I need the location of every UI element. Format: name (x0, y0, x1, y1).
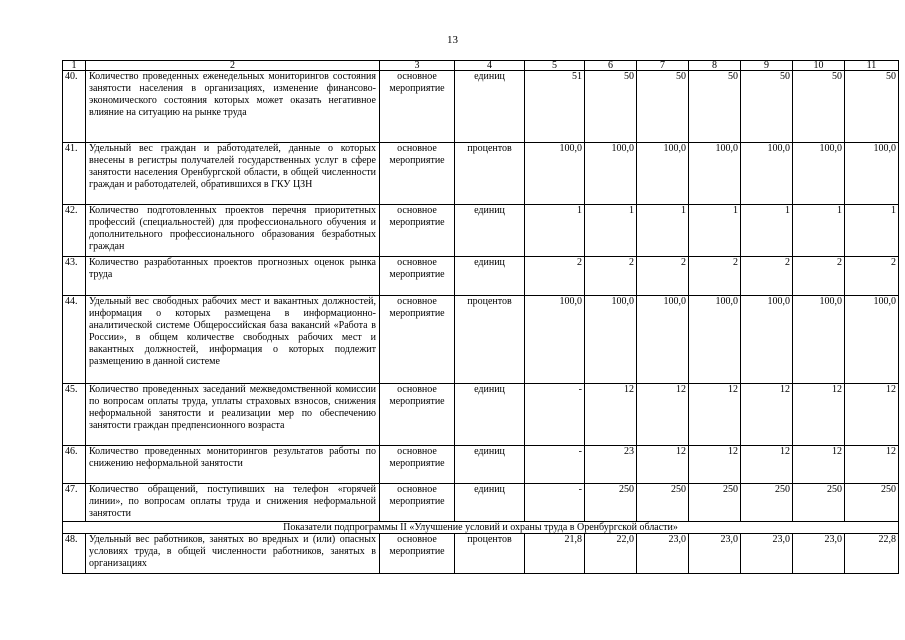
unit-of-measure: процентов (455, 296, 525, 384)
indicator-value: 23,0 (637, 534, 689, 574)
indicator-value: 12 (793, 446, 845, 484)
measure-type: основное мероприятие (380, 143, 455, 205)
indicator-value: - (525, 384, 585, 446)
indicator-value: 100,0 (741, 296, 793, 384)
indicator-value: 1 (741, 205, 793, 257)
indicator-value: 100,0 (845, 296, 899, 384)
indicator-name: Количество обращений, поступивших на телефон «горячей линии», по вопросам оплаты труда и снижения неформальной занятости (86, 484, 380, 522)
indicator-value: 12 (741, 384, 793, 446)
indicator-value: 50 (741, 71, 793, 143)
indicator-value: 23,0 (741, 534, 793, 574)
table-row (63, 205, 899, 257)
unit-of-measure: единиц (455, 257, 525, 296)
column-number-cell: 3 (380, 61, 455, 71)
table-row (63, 446, 899, 484)
column-number-cell: 7 (637, 61, 689, 71)
indicator-value: 50 (689, 71, 741, 143)
measure-type: основное мероприятие (380, 205, 455, 257)
section-title: Показатели подпрограммы II «Улучшение условий и охраны труда в Оренбургской области» (63, 522, 899, 534)
column-number-cell: 10 (793, 61, 845, 71)
indicator-value: 50 (845, 71, 899, 143)
page-number: 13 (447, 34, 458, 46)
indicator-value: 2 (689, 257, 741, 296)
indicator-value: 12 (689, 384, 741, 446)
indicator-value: 100,0 (741, 143, 793, 205)
indicator-value: 21,8 (525, 534, 585, 574)
row-number: 40. (63, 71, 86, 143)
indicator-value: 51 (525, 71, 585, 143)
indicator-name: Удельный вес свободных рабочих мест и вакантных должностей, информация о которых размещена в информационно-аналитической системе Общероссийская база вакансий «Работа в России», в общем количестве свободных рабочих мест и вакантных должностей, информация о которых подлежит размещению в данной системе (86, 296, 380, 384)
indicator-value: 12 (845, 384, 899, 446)
measure-type: основное мероприятие (380, 71, 455, 143)
indicator-value: 2 (845, 257, 899, 296)
indicator-value: 12 (689, 446, 741, 484)
indicator-value: - (525, 446, 585, 484)
measure-type: основное мероприятие (380, 446, 455, 484)
indicator-value: 1 (689, 205, 741, 257)
indicator-value: 2 (637, 257, 689, 296)
indicator-name: Количество проведенных мониторингов результатов работы по снижению неформальной занятости (86, 446, 380, 484)
column-number-cell: 2 (86, 61, 380, 71)
indicator-value: 100,0 (845, 143, 899, 205)
table-row (63, 384, 899, 446)
row-number: 48. (63, 534, 86, 574)
indicator-value: 2 (525, 257, 585, 296)
indicator-value: 2 (793, 257, 845, 296)
indicator-value: 50 (585, 71, 637, 143)
unit-of-measure: процентов (455, 143, 525, 205)
indicator-value: 100,0 (793, 143, 845, 205)
indicator-value: 12 (793, 384, 845, 446)
column-number-cell: 6 (585, 61, 637, 71)
indicator-value: 2 (585, 257, 637, 296)
indicator-value: 100,0 (637, 296, 689, 384)
unit-of-measure: единиц (455, 71, 525, 143)
column-number-row (63, 61, 899, 71)
indicator-value: 22,0 (585, 534, 637, 574)
column-number-cell: 1 (63, 61, 86, 71)
indicator-value: 12 (741, 446, 793, 484)
measure-type: основное мероприятие (380, 257, 455, 296)
indicator-value: 250 (585, 484, 637, 522)
indicator-value: 50 (793, 71, 845, 143)
row-number: 44. (63, 296, 86, 384)
indicator-value: 100,0 (585, 296, 637, 384)
unit-of-measure: процентов (455, 534, 525, 574)
table-row (63, 534, 899, 574)
table-row (63, 257, 899, 296)
indicator-value: 1 (585, 205, 637, 257)
indicator-value: 100,0 (793, 296, 845, 384)
unit-of-measure: единиц (455, 384, 525, 446)
indicator-value: 100,0 (525, 143, 585, 205)
indicator-value: 23,0 (793, 534, 845, 574)
row-number: 41. (63, 143, 86, 205)
indicator-value: 1 (845, 205, 899, 257)
indicator-value: 12 (585, 384, 637, 446)
table-row (63, 71, 899, 143)
indicator-value: 12 (845, 446, 899, 484)
indicator-value: 12 (637, 446, 689, 484)
indicator-value: 250 (793, 484, 845, 522)
indicator-value: 1 (637, 205, 689, 257)
indicator-value: 100,0 (637, 143, 689, 205)
indicator-name: Количество разработанных проектов прогнозных оценок рынка труда (86, 257, 380, 296)
table-row (63, 296, 899, 384)
indicator-value: 1 (525, 205, 585, 257)
indicator-value: 250 (689, 484, 741, 522)
indicator-value: 100,0 (689, 296, 741, 384)
measure-type: основное мероприятие (380, 534, 455, 574)
measure-type: основное мероприятие (380, 484, 455, 522)
indicator-value: 100,0 (689, 143, 741, 205)
table-row (63, 484, 899, 522)
indicator-value: 1 (793, 205, 845, 257)
indicator-value: 2 (741, 257, 793, 296)
indicator-value: 100,0 (585, 143, 637, 205)
row-number: 45. (63, 384, 86, 446)
indicator-name: Количество подготовленных проектов перечня приоритетных профессий (специальностей) для профессионального обучения и дополнительного профессионального образования безработных граждан (86, 205, 380, 257)
measure-type: основное мероприятие (380, 296, 455, 384)
unit-of-measure: единиц (455, 484, 525, 522)
indicator-value: 100,0 (525, 296, 585, 384)
row-number: 43. (63, 257, 86, 296)
indicators-table (62, 60, 899, 574)
indicator-value: 250 (637, 484, 689, 522)
indicator-name: Удельный вес работников, занятых во вредных и (или) опасных условиях труда, в общей численности работников, занятых в организациях (86, 534, 380, 574)
row-number: 46. (63, 446, 86, 484)
indicator-value: 22,8 (845, 534, 899, 574)
indicator-value: 23 (585, 446, 637, 484)
table-row (63, 143, 899, 205)
column-number-cell: 9 (741, 61, 793, 71)
indicator-value: 50 (637, 71, 689, 143)
column-number-cell: 8 (689, 61, 741, 71)
unit-of-measure: единиц (455, 446, 525, 484)
indicator-name: Количество проведенных заседаний межведомственной комиссии по вопросам оплаты труда, уплаты страховых взносов, снижения неформальной занятости и реализации мер по обеспечению занятости граждан предпенсионного возраста (86, 384, 380, 446)
column-number-cell: 5 (525, 61, 585, 71)
indicator-value: - (525, 484, 585, 522)
row-number: 47. (63, 484, 86, 522)
indicator-value: 23,0 (689, 534, 741, 574)
column-number-cell: 11 (845, 61, 899, 71)
indicator-value: 250 (845, 484, 899, 522)
measure-type: основное мероприятие (380, 384, 455, 446)
section-header-row (63, 522, 899, 534)
row-number: 42. (63, 205, 86, 257)
unit-of-measure: единиц (455, 205, 525, 257)
indicator-name: Количество проведенных еженедельных мониторингов состояния занятости населения в организациях, изменение финансово-экономического состояния которых может оказать негативное влияние на ситуацию на рынке труда (86, 71, 380, 143)
indicator-name: Удельный вес граждан и работодателей, данные о которых внесены в регистры получателей государственных услуг в сфере занятости населения Оренбургской области, в общей численности граждан и работодателей, обратившихся в ГКУ ЦЗН (86, 143, 380, 205)
column-number-cell: 4 (455, 61, 525, 71)
indicator-value: 12 (637, 384, 689, 446)
indicator-value: 250 (741, 484, 793, 522)
